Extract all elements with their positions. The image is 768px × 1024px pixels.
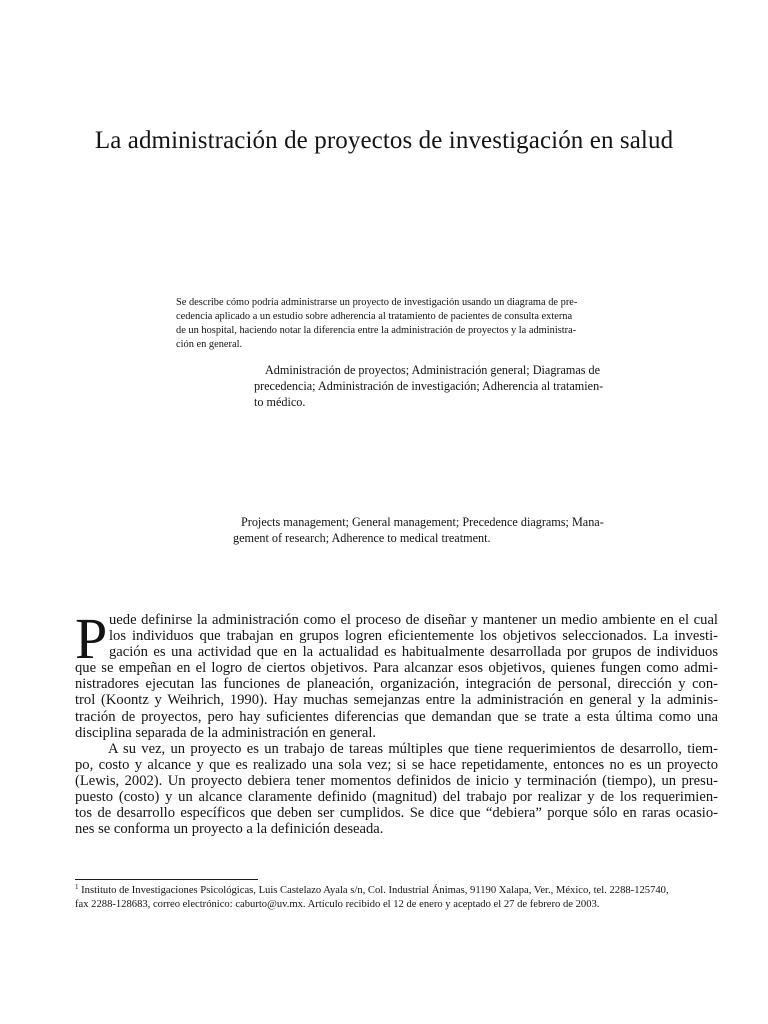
keywords-english-line: gement of research; Adherence to medical treatment. bbox=[233, 531, 491, 545]
keywords-english bbox=[233, 514, 620, 546]
footnote-line: fax 2288-128683, correo electrónico: caburto@uv.mx. Artículo recibido el 12 de enero y aceptado el 27 de febrero de 2003. bbox=[75, 899, 600, 910]
paragraph-1-line: disciplina separada de la administración en general. bbox=[75, 724, 377, 741]
paragraph-1-line: nistradores ejecutan las funciones de planeación, organización, integración de personal, dirección y con- bbox=[75, 676, 718, 693]
footnote-divider bbox=[75, 879, 258, 880]
paragraph-2-line: nes se conforma un proyecto a la definición deseada. bbox=[75, 821, 384, 838]
footnote-line bbox=[75, 884, 718, 898]
abstract bbox=[176, 296, 620, 352]
footnote bbox=[75, 884, 718, 912]
footnote-text: Instituto de Investigaciones Psicológicas, Luis Castelazo Ayala s/n, Col. Industrial Ánimas, 91190 Xalapa, Ver., México, tel. 2288-125740, bbox=[78, 885, 669, 896]
paragraph-2-line: A su vez, un proyecto es un trabajo de tareas múltiples que tiene requerimientos de desarrollo, tiem- bbox=[108, 740, 718, 757]
abstract-line: cedencia aplicado a un estudio sobre adherencia al tratamiento de pacientes de consulta externa bbox=[176, 311, 573, 322]
keywords-line: Administración de proyectos; Administración general; Diagramas de bbox=[265, 363, 601, 377]
paragraph-1-line: que se empeñan en el logro de ciertos objetivos. Para alcanzar esos objetivos, quienes fungen como admi- bbox=[75, 660, 718, 677]
paragraph-1-line: los individuos que trabajan en grupos logren eficientemente los objetivos seleccionados. La investi- bbox=[109, 628, 718, 645]
footnote-marker: 1 bbox=[75, 883, 79, 891]
keywords-line: to médico. bbox=[254, 395, 306, 409]
paragraph-2-line: po, costo y alcance y que es realizado una sola vez; si se hace repetidamente, entonces no es un proyecto bbox=[75, 756, 718, 773]
paragraph-2-line: (Lewis, 2002). Un proyecto debiera tener momentos definidos de inicio y terminación (tiempo), un presu- bbox=[75, 772, 718, 789]
keywords-line: precedencia; Administración de investigación; Adherencia al tratamien- bbox=[254, 379, 604, 393]
paragraph-1-line: trol (Koontz y Weihrich, 1990). Hay muchas semejanzas entre la administración en general y la adminis- bbox=[75, 692, 718, 709]
paragraph-2-line: tos de desarrollo específicos que deben ser cumplidos. Se dice que “debiera” porque sólo en raras ocasio- bbox=[75, 805, 718, 822]
abstract-line: ción en general. bbox=[176, 339, 243, 350]
paragraph-1-line: tración de proyectos, pero hay suficientes diferencias que demandan que se trate a esta última como una bbox=[75, 708, 718, 725]
keywords bbox=[254, 362, 620, 410]
keywords-english-line: Projects management; General management; Precedence diagrams; Mana- bbox=[241, 515, 604, 529]
paragraph-1-line: uede definirse la administración como el proceso de diseñar y mantener un medio ambiente en el cual bbox=[109, 612, 718, 628]
body-text bbox=[75, 606, 718, 838]
paragraph-2-line: puesto (costo) y un alcance claramente definido (magnitud) del trabajo por realizar y de los requerimien- bbox=[75, 789, 718, 806]
abstract-line: Se describe cómo podría administrarse un proyecto de investigación usando un diagrama de pre- bbox=[176, 297, 578, 308]
paragraph-1-line: gación es una actividad que en la actualidad es habitualmente desarrollada por grupos de individuos bbox=[109, 644, 718, 661]
drop-cap: P bbox=[75, 606, 108, 671]
article-title: La administración de proyectos de investigación en salud bbox=[94, 127, 674, 154]
abstract-line: de un hospital, haciendo notar la diferencia entre la administración de proyectos y la administra- bbox=[176, 325, 577, 336]
